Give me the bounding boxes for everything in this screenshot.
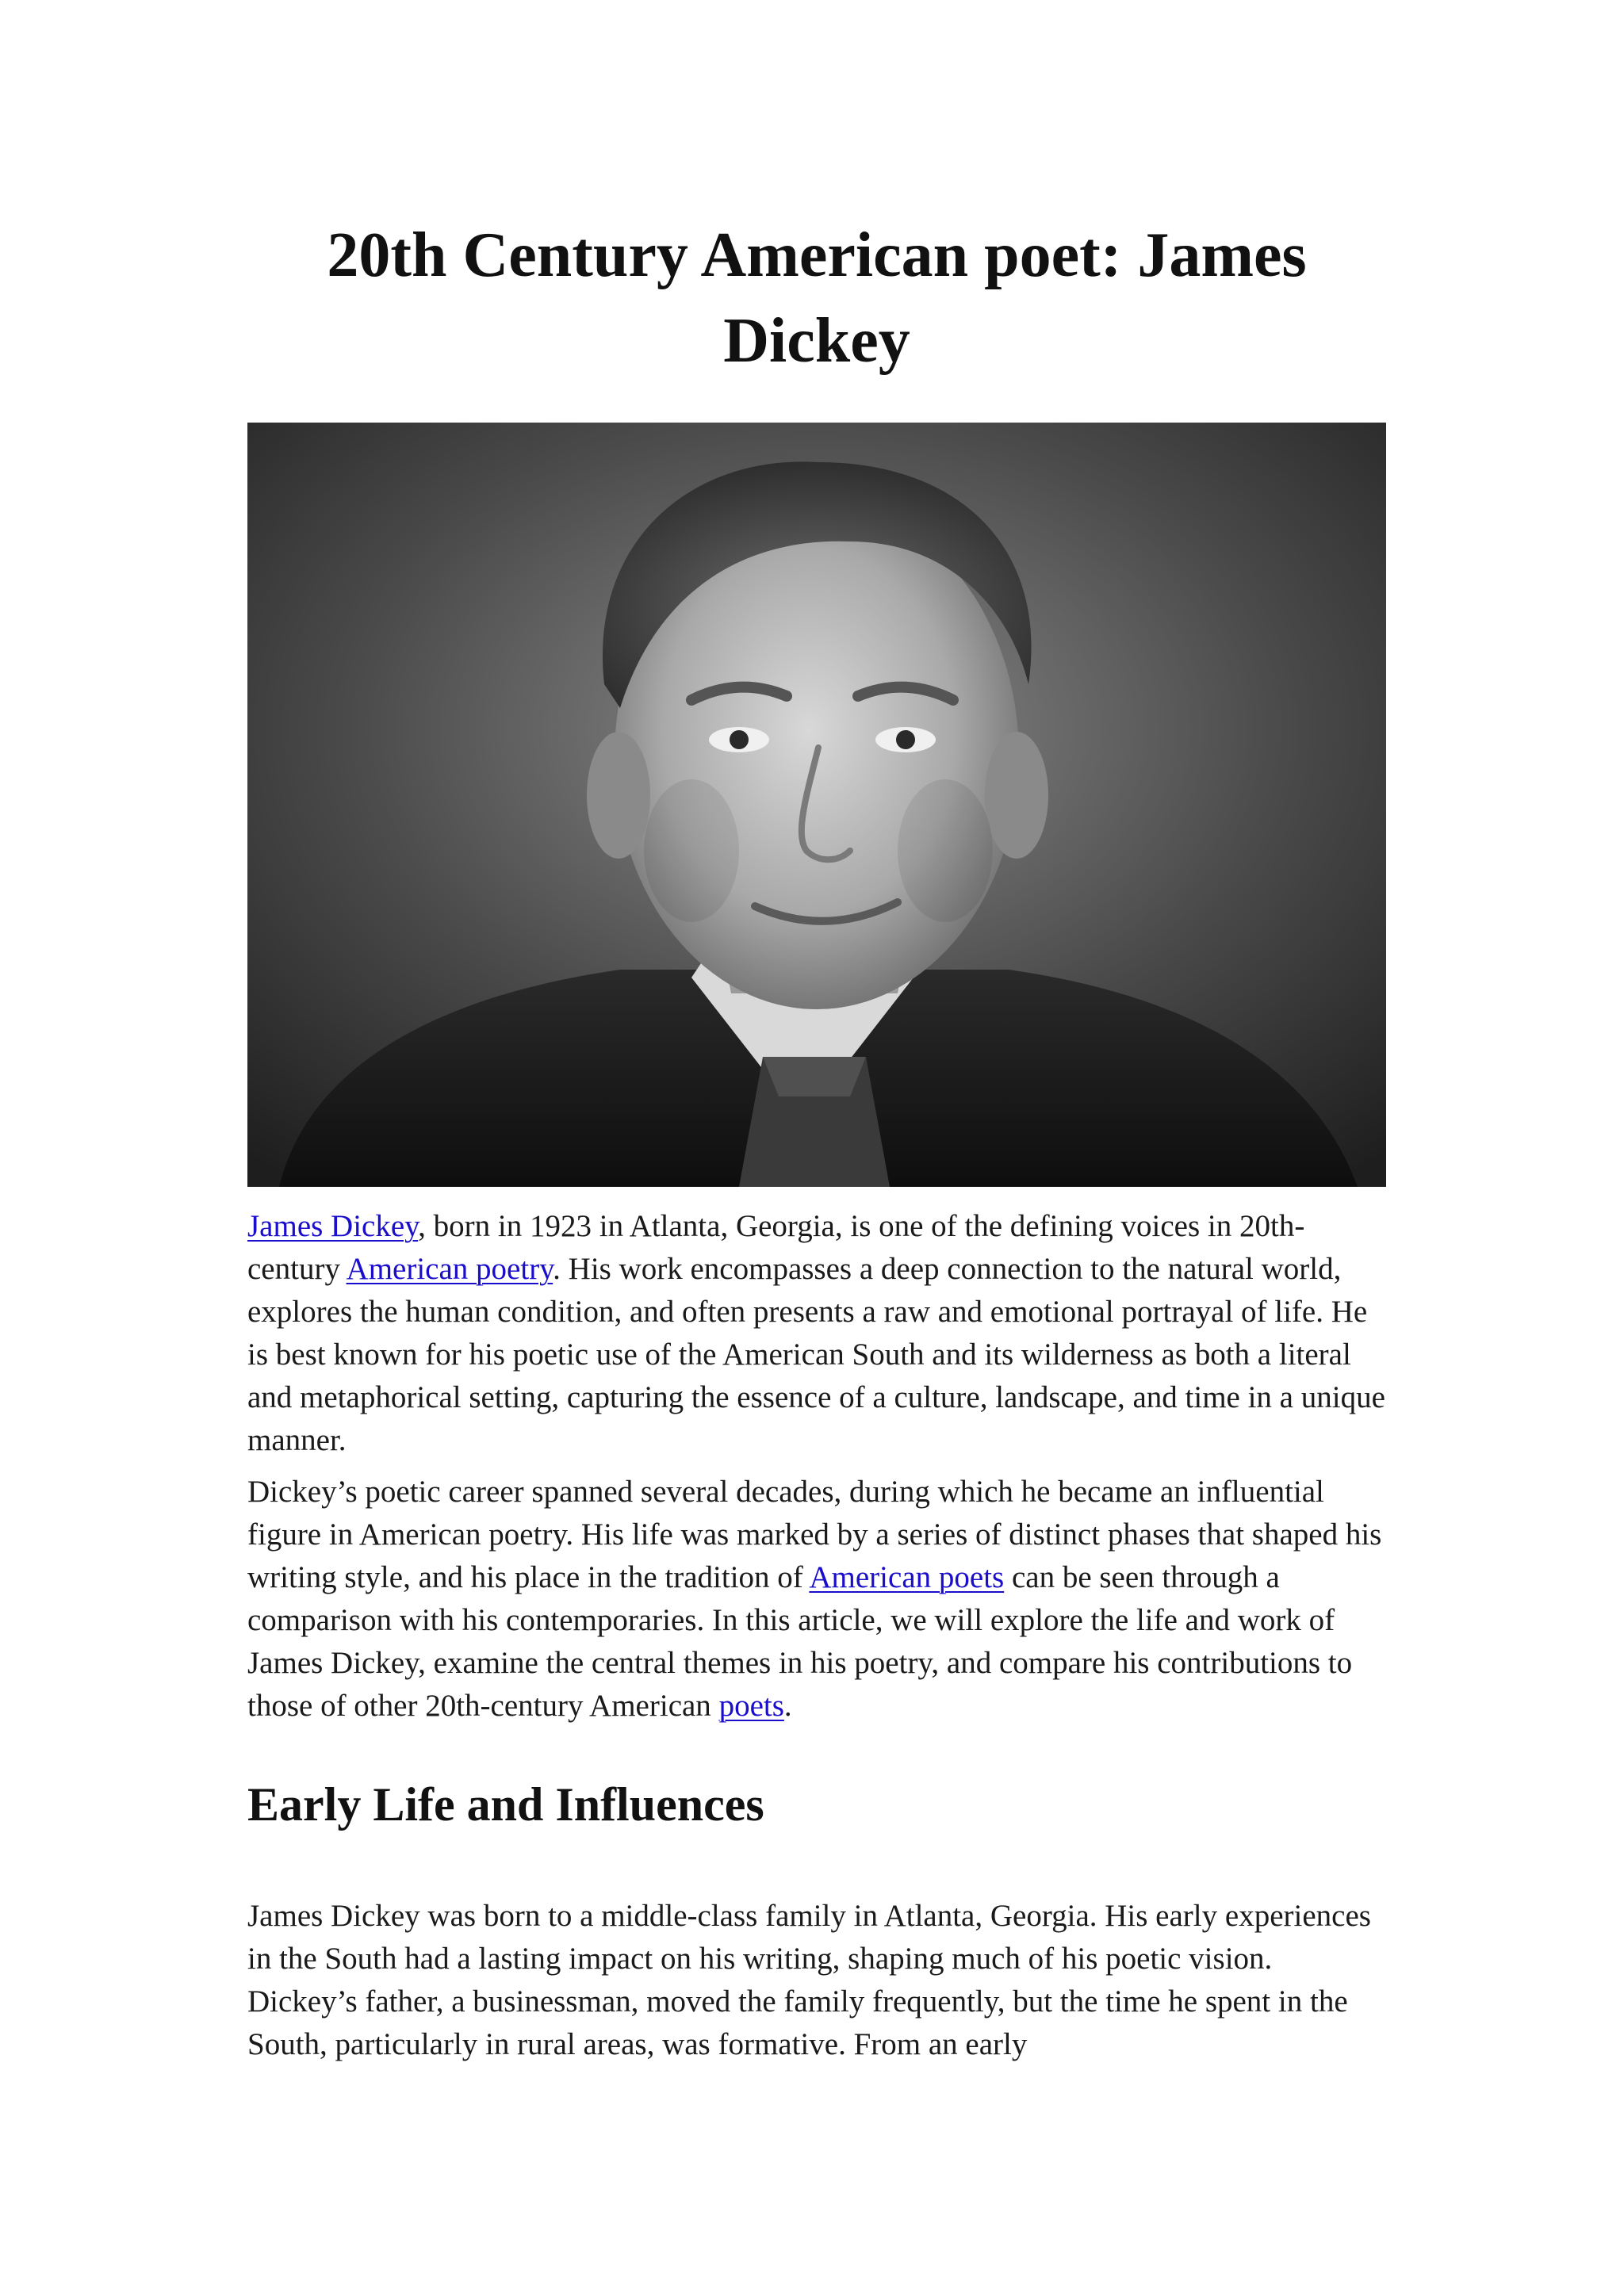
- intro-paragraph: [247, 1205, 1386, 1462]
- career-paragraph: [247, 1471, 1386, 1728]
- career-text-2: can be seen through a comparison with his contemporaries. In this article, we will explore the life and work of James Dickey, examine the central themes in his poetry, and compare his contributions to those of other 20th-century American: [247, 1560, 1353, 1723]
- portrait-photo: [247, 423, 1386, 1187]
- link-poets[interactable]: poets: [718, 1689, 784, 1723]
- section-heading-early-life: Early Life and Influences: [247, 1778, 764, 1831]
- title-line-2: Dickey: [723, 306, 910, 376]
- intro-text-2: . His work encompasses a deep connection to the natural world, explores the human condition, and often presents a raw and emotional portrayal of life. He is best known for his poetic use of the American South and its wilderness as both a literal and metaphorical setting, capturing the essence of a culture, landscape, and time in a unique manner.: [247, 1252, 1385, 1457]
- title-line-1: 20th Century American poet: James: [327, 220, 1307, 290]
- career-text-1: Dickey’s poetic career spanned several decades, during which he became an influential figure in American poetry. His life was marked by a series of distinct phases that shaped his writing style, and his place in the tradition of: [247, 1475, 1382, 1594]
- career-text-3: .: [783, 1689, 792, 1723]
- early-life-text: James Dickey was born to a middle-class family in Atlanta, Georgia. His early experiences in the South had a lasting impact on his writing, shaping much of his poetic vision. Dickey’s father, a businessman, moved the family frequently, but the time he spent in the South, particularly in rural areas, was formative. From an early: [247, 1899, 1371, 2061]
- page-title: [247, 212, 1386, 384]
- portrait-photo-icon: [247, 423, 1386, 1187]
- link-james-dickey[interactable]: James Dickey: [247, 1209, 419, 1243]
- link-american-poets[interactable]: American poets: [809, 1560, 1005, 1594]
- intro-text-1: , born in 1923 in Atlanta, Georgia, is one of the defining voices in 20th-century: [247, 1209, 1305, 1286]
- early-life-paragraph: [247, 1895, 1386, 2066]
- link-american-poetry[interactable]: American poetry: [346, 1252, 553, 1286]
